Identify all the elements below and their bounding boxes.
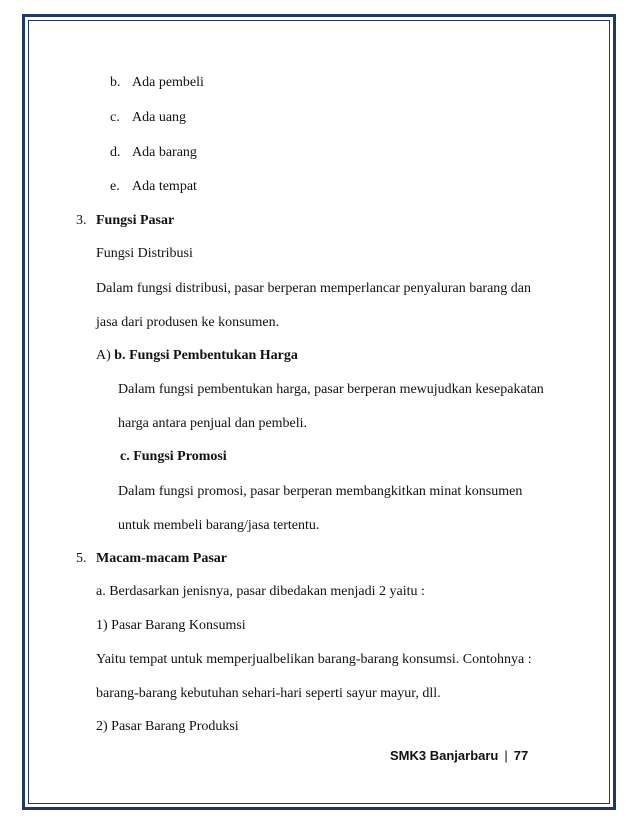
section-number: 3. <box>76 213 87 228</box>
section-number: 5. <box>76 551 87 566</box>
list-item <box>110 74 204 92</box>
paragraph-line: Yaitu tempat untuk memperjualbelikan barang-barang konsumsi. Contohnya : <box>96 652 532 667</box>
list-text: Ada pembeli <box>132 75 204 90</box>
paragraph-line: harga antara penjual dan pembeli. <box>118 416 308 431</box>
page-number: 77 <box>513 748 529 763</box>
list-item <box>110 109 186 127</box>
paragraph-line: 1) Pasar Barang Konsumsi <box>96 618 246 633</box>
section-5-heading <box>76 550 227 568</box>
list-item <box>110 178 197 196</box>
paragraph-line: Dalam fungsi pembentukan harga, pasar berperan mewujudkan kesepakatan <box>118 382 544 397</box>
sub-title: c. Fungsi Promosi <box>120 449 227 464</box>
paragraph-line: barang-barang kebutuhan sehari-hari seperti sayur mayur, dll. <box>96 686 441 701</box>
list-text: Ada uang <box>132 110 187 125</box>
list-text: Ada barang <box>132 145 197 160</box>
page-footer <box>390 748 528 763</box>
paragraph-line: 2) Pasar Barang Produksi <box>96 719 239 734</box>
list-marker: e. <box>110 179 120 194</box>
section-3-heading <box>76 212 174 230</box>
list-marker: d. <box>110 145 121 160</box>
footer-separator: | <box>504 748 508 763</box>
section-title: Fungsi Pasar <box>96 213 175 228</box>
list-marker: c. <box>110 110 120 125</box>
paragraph-line: jasa dari produsen ke konsumen. <box>96 315 280 330</box>
subheading-pembentukan-harga <box>96 347 298 365</box>
section-title: Macam-macam Pasar <box>96 551 228 566</box>
paragraph-line: untuk membeli barang/jasa tertentu. <box>118 518 320 533</box>
footer-school: SMK3 Banjarbaru <box>390 748 499 763</box>
list-text: Ada tempat <box>132 179 197 194</box>
list-item <box>110 144 197 162</box>
list-marker: b. <box>110 75 121 90</box>
sub-prefix: A) <box>96 348 111 363</box>
paragraph-line: Dalam fungsi promosi, pasar berperan membangkitkan minat konsumen <box>118 484 523 499</box>
subheading-distribusi: Fungsi Distribusi <box>96 246 193 261</box>
paragraph-line: a. Berdasarkan jenisnya, pasar dibedakan menjadi 2 yaitu : <box>96 584 425 599</box>
paragraph-line: Dalam fungsi distribusi, pasar berperan memperlancar penyaluran barang dan <box>96 281 531 296</box>
sub-title: b. Fungsi Pembentukan Harga <box>114 348 298 363</box>
subheading-promosi <box>120 448 227 466</box>
